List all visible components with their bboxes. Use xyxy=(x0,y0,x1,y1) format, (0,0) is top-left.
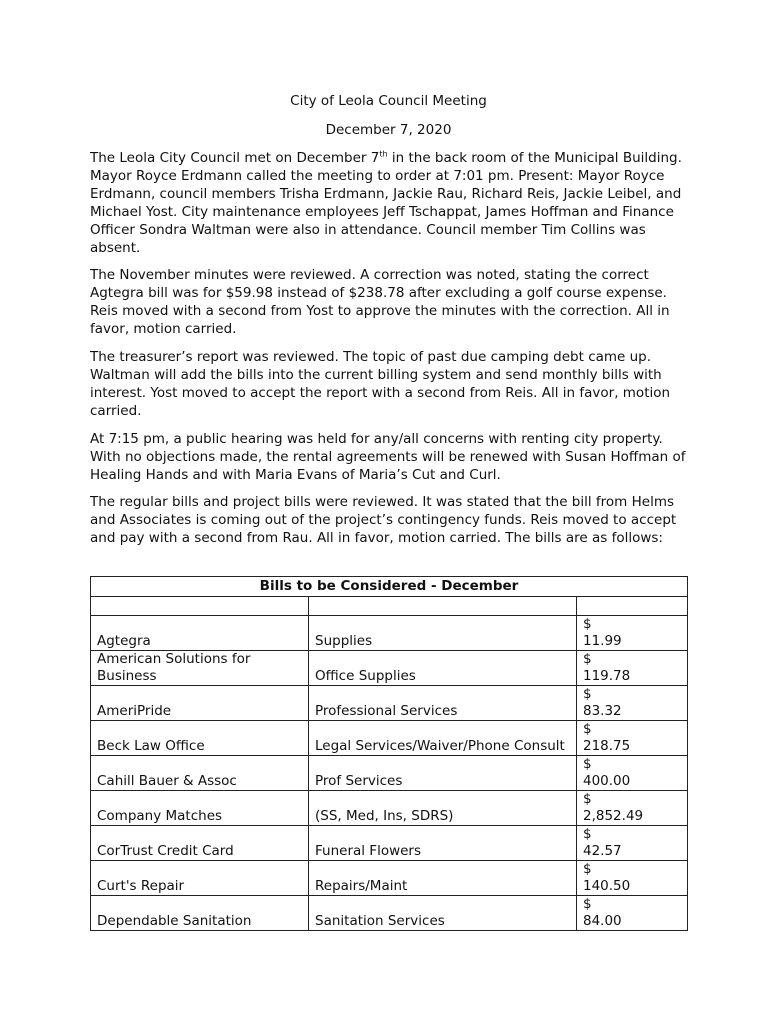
currency-symbol: $ xyxy=(583,791,592,807)
ordinal-suffix: th xyxy=(379,149,388,159)
description-cell: Sanitation Services xyxy=(309,896,577,931)
currency-symbol: $ xyxy=(583,721,592,737)
table-row xyxy=(91,756,688,791)
bills-table-blank-row xyxy=(91,597,688,616)
amount-value: 2,852.49 xyxy=(583,808,644,824)
description-cell: Repairs/Maint xyxy=(309,861,577,896)
currency-symbol: $ xyxy=(583,826,592,842)
currency-symbol: $ xyxy=(583,686,592,702)
vendor-cell: AmeriPride xyxy=(91,686,309,721)
table-row xyxy=(91,651,688,686)
vendor-cell: CorTrust Credit Card xyxy=(91,826,309,861)
table-row xyxy=(91,861,688,896)
bills-table xyxy=(90,576,688,931)
table-row xyxy=(91,791,688,826)
amount-value: 218.75 xyxy=(583,738,631,754)
currency-symbol: $ xyxy=(583,651,592,667)
amount-value: 11.99 xyxy=(583,633,622,649)
vendor-cell: Dependable Sanitation xyxy=(91,896,309,931)
paragraph-public-hearing: At 7:15 pm, a public hearing was held for any/all concerns with renting city property. With no objections made, the rental agreements will be renewed with Susan Hoffman of Healing Hands and with Maria Evans of Maria’s Cut and Curl. xyxy=(90,431,686,483)
paragraph-bills: The regular bills and project bills were reviewed. It was stated that the bill from Helms and Associates is coming out of the project’s contingency funds. Reis moved to accept and pay with a second from Rau. All in favor, motion carried. The bills are as follows: xyxy=(90,494,677,546)
currency-symbol: $ xyxy=(583,756,592,772)
amount-cell xyxy=(577,651,688,686)
amount-cell xyxy=(577,616,688,651)
amount-cell xyxy=(577,686,688,721)
bills-table-title-row xyxy=(91,577,688,597)
description-cell: (SS, Med, Ins, SDRS) xyxy=(309,791,577,826)
table-row xyxy=(91,686,688,721)
amount-value: 400.00 xyxy=(583,773,631,789)
table-cell xyxy=(91,597,309,616)
paragraph-minutes: The November minutes were reviewed. A correction was noted, stating the correct Agtegra bill was for $59.98 instead of $238.78 after excluding a golf course expense. Reis moved with a second from Yost to approve the minutes with the correction. All in favor, motion carried. xyxy=(90,267,670,337)
amount-cell xyxy=(577,826,688,861)
vendor-cell: Beck Law Office xyxy=(91,721,309,756)
amount-cell xyxy=(577,791,688,826)
description-cell: Legal Services/Waiver/Phone Consult xyxy=(309,721,577,756)
vendor-cell: Cahill Bauer & Assoc xyxy=(91,756,309,791)
paragraph-treasurer: The treasurer’s report was reviewed. The topic of past due camping debt came up. Waltman will add the bills into the current billing system and send monthly bills with interest. Yost moved to accept the report with a second from Reis. All in favor, motion carried. xyxy=(90,349,671,419)
currency-symbol: $ xyxy=(583,616,592,632)
bills-table-title: Bills to be Considered - December xyxy=(91,577,688,597)
amount-cell xyxy=(577,896,688,931)
amount-cell xyxy=(577,861,688,896)
table-cell xyxy=(309,597,577,616)
amount-cell xyxy=(577,721,688,756)
currency-symbol: $ xyxy=(583,861,592,877)
vendor-cell: Curt's Repair xyxy=(91,861,309,896)
table-cell xyxy=(577,597,688,616)
description-cell: Prof Services xyxy=(309,756,577,791)
vendor-cell: Agtegra xyxy=(91,616,309,651)
description-cell: Supplies xyxy=(309,616,577,651)
amount-value: 140.50 xyxy=(583,878,631,894)
description-cell: Office Supplies xyxy=(309,651,577,686)
currency-symbol: $ xyxy=(583,896,592,912)
document-title: City of Leola Council Meeting xyxy=(290,93,487,109)
paragraph-attendance xyxy=(90,149,690,257)
amount-value: 84.00 xyxy=(583,913,622,929)
paragraph-attendance-rest: in the back room of the Municipal Building. Mayor Royce Erdmann called the meeting to order at 7:01 pm. Present: Mayor Royce Erdmann, council members Trisha Erdmann, Jackie Rau, Richard Reis, Jackie Leibel, and Michael Yost. City maintenance employees Jeff Tschappat, James Hoffman and Finance Officer Sondra Waltman were also in attendance. Council member Tim Collins was absent. xyxy=(90,150,682,256)
vendor-cell: Company Matches xyxy=(91,791,309,826)
table-row xyxy=(91,826,688,861)
table-row xyxy=(91,721,688,756)
amount-value: 42.57 xyxy=(583,843,622,859)
description-cell: Funeral Flowers xyxy=(309,826,577,861)
amount-cell xyxy=(577,756,688,791)
table-row xyxy=(91,616,688,651)
paragraph-attendance-start: The Leola City Council met on December 7 xyxy=(90,150,380,166)
meeting-date: December 7, 2020 xyxy=(325,122,452,138)
amount-value: 119.78 xyxy=(583,668,631,684)
description-cell: Professional Services xyxy=(309,686,577,721)
table-row xyxy=(91,896,688,931)
amount-value: 83.32 xyxy=(583,703,622,719)
vendor-cell: American Solutions for Business xyxy=(91,651,309,686)
